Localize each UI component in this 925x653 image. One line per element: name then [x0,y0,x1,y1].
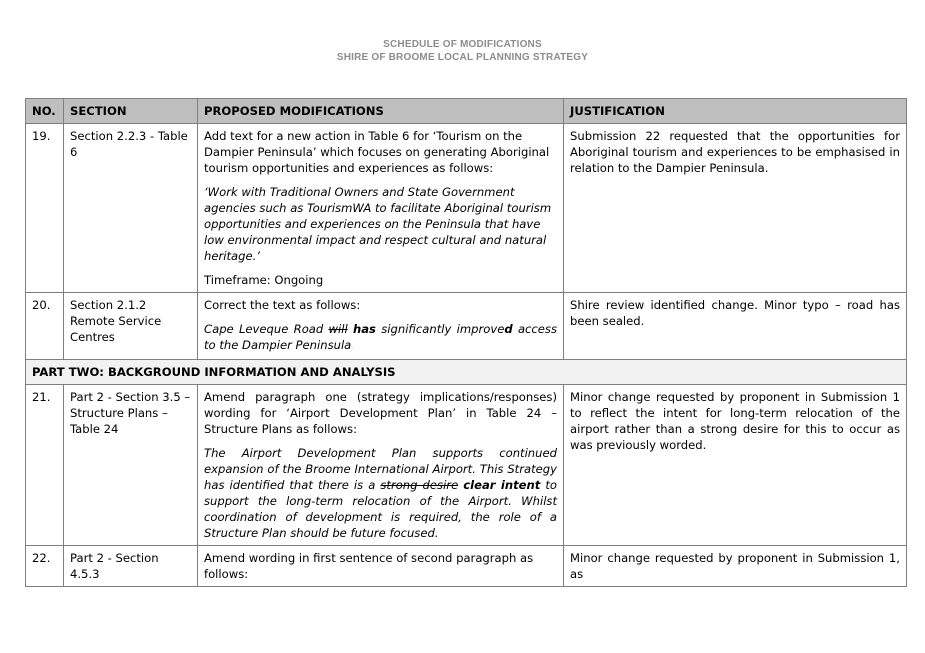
row-justification: Submission 22 requested that the opportunities for Aboriginal tourism and experiences to be emphasised in relation to the Dampier Peninsula. [564,124,907,293]
modification-quote: ‘Work with Traditional Owners and State Government agencies such as TourismWA to facilitate Aboriginal tourism opportunities and experiences on the Peninsula that have low environmental impact and respect cultural and natural heritage.’ [204,185,552,263]
row-number: 21. [26,385,64,546]
quote-text: to support the long-term relocation of the Airport. Whilst coordination of development is required, the role of a Structure Plan should be future focused. [204,478,558,540]
column-header-no: NO. [26,99,64,124]
inserted-text: d [504,322,513,336]
table-row [26,385,907,546]
quote-text: significantly improve [375,322,505,336]
inserted-text: has [352,322,376,336]
row-section: Section 2.1.2 Remote Service Centres [64,293,198,360]
deleted-text: strong desire [380,478,459,492]
row-modification [198,124,564,293]
column-header-section: SECTION [64,99,198,124]
modification-intro: Add text for a new action in Table 6 for ‘Tourism on the Dampier Peninsula’ which focuses on generating Aboriginal tourism opportunities and experiences as follows: [204,129,550,175]
row-section: Part 2 - Section 3.5 – Structure Plans – Table 24 [64,385,198,546]
row-justification: Shire review identified change. Minor typo – road has been sealed. [564,293,907,360]
row-section: Part 2 - Section 4.5.3 [64,546,198,587]
table-row [26,546,907,587]
table-header-row [26,99,907,124]
row-justification: Minor change requested by proponent in Submission 1 to reflect the intent for long-term relocation of the airport rather than a strong desire for this to occur as was previously worded. [564,385,907,546]
modification-quote [204,321,557,355]
header-title: SCHEDULE OF MODIFICATIONS [383,39,542,50]
deleted-text: will [328,322,348,336]
row-number: 19. [26,124,64,293]
row-number: 22. [26,546,64,587]
modification-intro: Amend paragraph one (strategy implications/responses) wording for ‘Airport Development Plan’ in Table 24 – Structure Plans as follows: [204,390,557,436]
row-modification [198,546,564,587]
table-row [26,124,907,293]
modification-timeframe: Timeframe: Ongoing [204,273,324,287]
quote-text: The Airport Development Plan supports continued expansion of the Broome International Airport. This Strategy has identified that there is a [204,446,557,492]
column-header-modifications: PROPOSED MODIFICATIONS [198,99,564,124]
header-subtitle: SHIRE OF BROOME LOCAL PLANNING STRATEGY [336,52,589,63]
quote-text: access to the Dampier Peninsula [204,322,558,352]
section-heading-row [26,360,907,385]
table-row [26,293,907,360]
row-number: 20. [26,293,64,360]
modifications-table [25,98,907,587]
row-section: Section 2.2.3 - Table 6 [64,124,198,293]
column-header-justification: JUSTIFICATION [564,99,907,124]
section-heading: PART TWO: BACKGROUND INFORMATION AND ANALYSIS [26,360,907,385]
document-header [0,38,925,64]
modification-intro: Amend wording in first sentence of second paragraph as follows: [204,551,534,581]
inserted-text: clear intent [463,478,541,492]
modification-intro: Correct the text as follows: [204,298,361,312]
quote-text: Cape Leveque Road [204,322,329,336]
row-modification [198,385,564,546]
row-justification: Minor change requested by proponent in Submission 1, as [564,546,907,587]
row-modification [198,293,564,360]
modification-quote [204,445,557,541]
tracked-change-mark: . [351,342,354,351]
